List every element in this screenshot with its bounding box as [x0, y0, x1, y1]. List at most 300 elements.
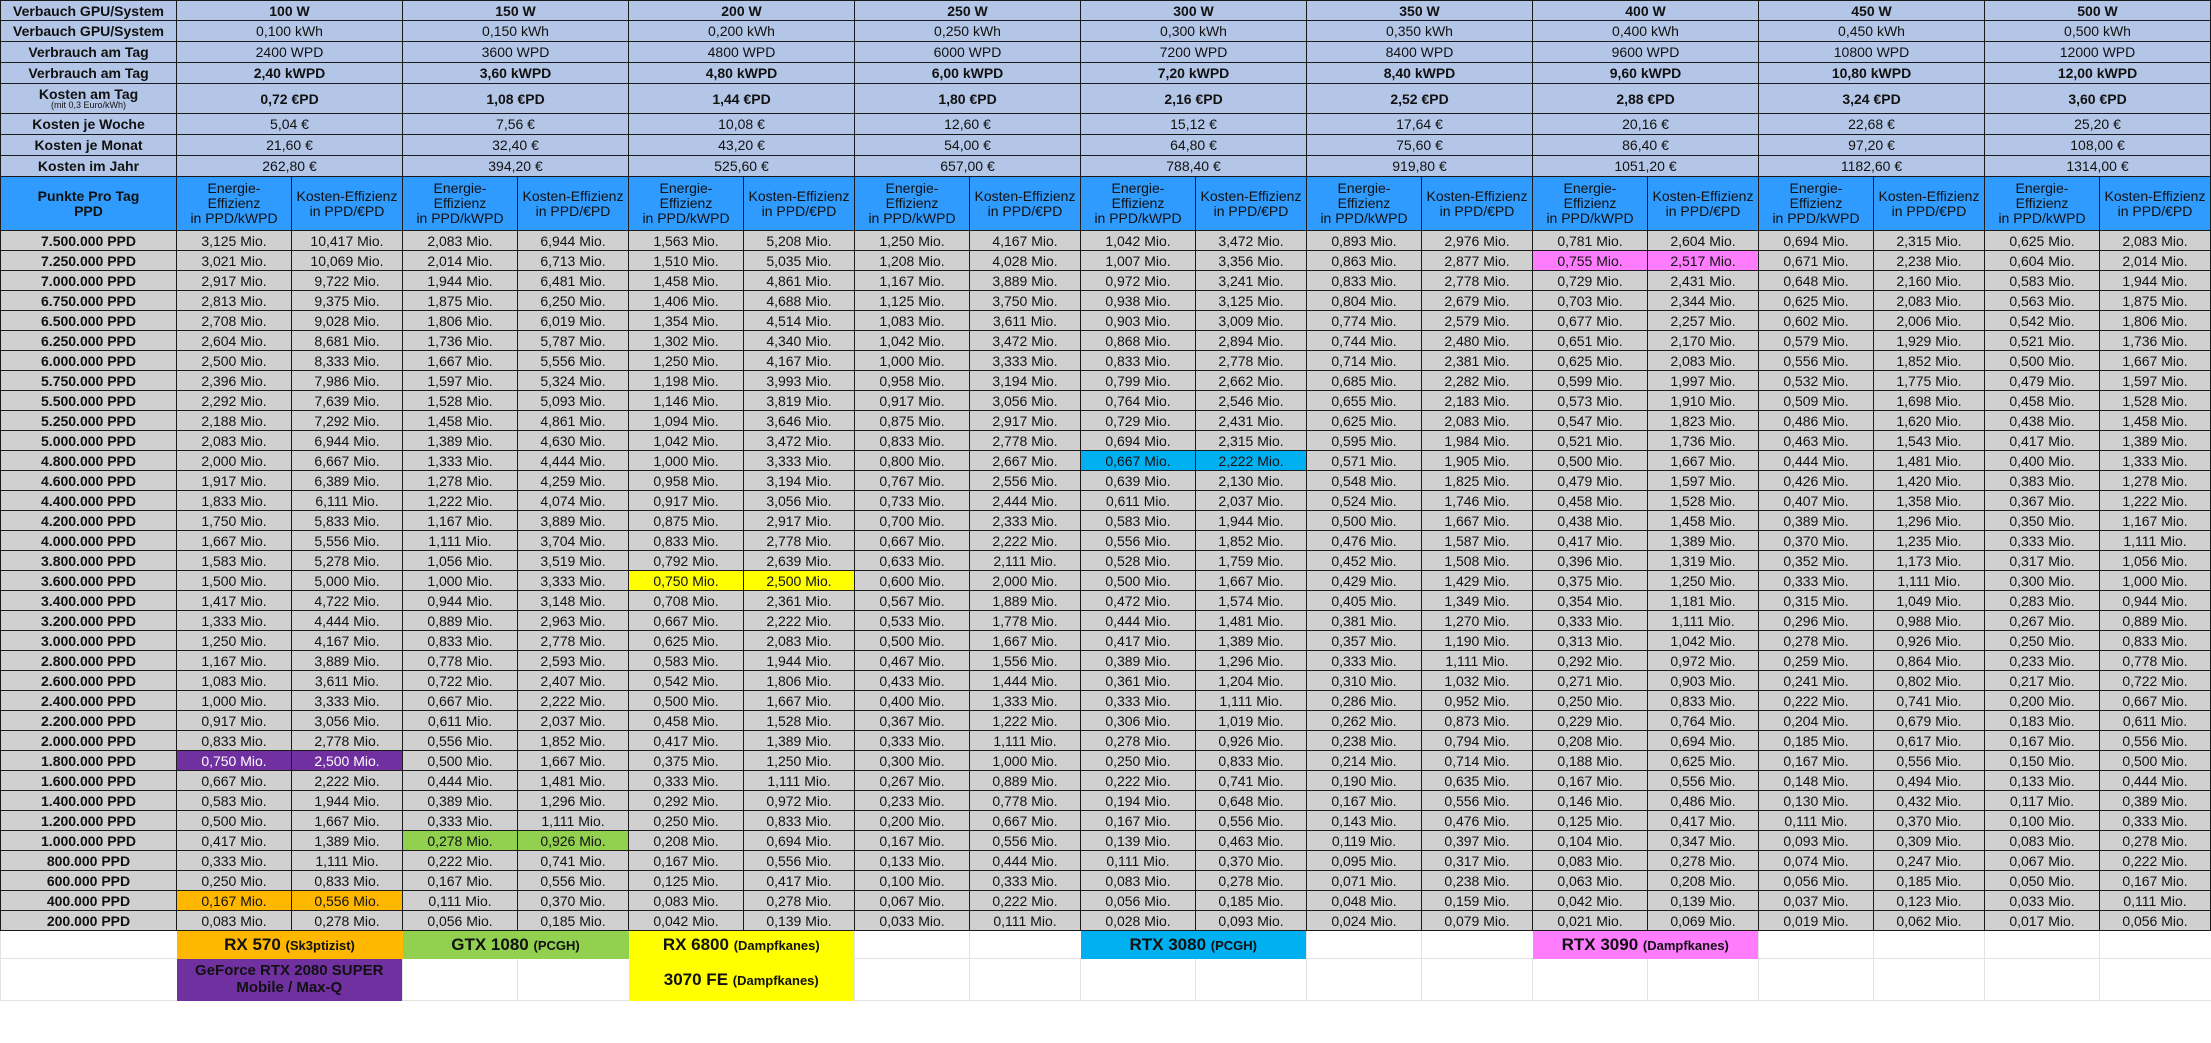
gpu-name: RX 570	[224, 935, 281, 955]
energy-efficiency-cell: 0,458 Mio.	[1533, 491, 1648, 511]
cost-efficiency-cell: 2,778 Mio.	[292, 731, 403, 751]
energy-efficiency-cell: 0,651 Mio.	[1533, 331, 1648, 351]
cost-efficiency-cell: 1,775 Mio.	[1874, 371, 1985, 391]
cost-efficiency-cell: 0,625 Mio.	[1648, 751, 1759, 771]
cost-efficiency-cell: 0,432 Mio.	[1874, 791, 1985, 811]
summary-cell: 20,16 €	[1533, 114, 1759, 135]
gpu-source: (Dampfkanes)	[733, 938, 820, 954]
energy-efficiency-cell: 1,042 Mio.	[1081, 231, 1196, 251]
energy-efficiency-cell: 0,604 Mio.	[1985, 251, 2100, 271]
cost-efficiency-cell: 2,315 Mio.	[1874, 231, 1985, 251]
gpu-source: (PCGH)	[1210, 938, 1257, 954]
energy-efficiency-cell: 0,067 Mio.	[855, 891, 970, 911]
cost-efficiency-cell: 0,741 Mio.	[1874, 691, 1985, 711]
energy-efficiency-cell: 0,667 Mio.	[1081, 451, 1196, 471]
energy-efficiency-cell: 0,583 Mio.	[1985, 271, 2100, 291]
cost-efficiency-cell: 2,006 Mio.	[1874, 311, 1985, 331]
cost-efficiency-cell: 0,056 Mio.	[2100, 911, 2211, 931]
cost-efficiency-cell: 0,139 Mio.	[744, 911, 855, 931]
cost-efficiency-cell: 2,556 Mio.	[970, 471, 1081, 491]
header-line: in PPD/kWPD	[642, 209, 730, 226]
energy-efficiency-cell: 0,139 Mio.	[1081, 831, 1196, 851]
cost-efficiency-cell: 4,630 Mio.	[518, 431, 629, 451]
summary-cell: 2,88 €PD	[1533, 84, 1759, 114]
energy-efficiency-header	[1759, 177, 1874, 231]
energy-efficiency-cell: 1,250 Mio.	[629, 351, 744, 371]
ppd-label: 4.400.000 PPD	[1, 491, 177, 511]
cost-efficiency-header	[1196, 177, 1307, 231]
header-line: Kosten-Effizienz	[1878, 187, 1980, 204]
empty-cell	[1759, 931, 1874, 959]
energy-efficiency-cell: 0,048 Mio.	[1307, 891, 1422, 911]
energy-efficiency-cell: 1,333 Mio.	[177, 611, 292, 631]
energy-efficiency-cell: 0,833 Mio.	[1307, 271, 1422, 291]
energy-efficiency-cell: 0,333 Mio.	[403, 811, 518, 831]
cost-efficiency-cell: 6,667 Mio.	[292, 451, 403, 471]
table-row	[1, 911, 2211, 931]
cost-efficiency-cell: 1,944 Mio.	[292, 791, 403, 811]
cost-efficiency-cell: 6,250 Mio.	[518, 291, 629, 311]
summary-cell: 10800 WPD	[1759, 42, 1985, 63]
energy-efficiency-cell: 0,500 Mio.	[1081, 571, 1196, 591]
energy-efficiency-cell: 0,167 Mio.	[629, 851, 744, 871]
energy-efficiency-cell: 2,083 Mio.	[403, 231, 518, 251]
cost-efficiency-cell: 3,056 Mio.	[292, 711, 403, 731]
energy-efficiency-cell: 3,125 Mio.	[177, 231, 292, 251]
energy-efficiency-cell: 0,972 Mio.	[1081, 271, 1196, 291]
cost-efficiency-cell: 1,181 Mio.	[1648, 591, 1759, 611]
energy-efficiency-cell: 0,532 Mio.	[1759, 371, 1874, 391]
energy-efficiency-cell: 0,278 Mio.	[1759, 631, 1874, 651]
header-line: Kosten-Effizienz	[296, 187, 398, 204]
cost-efficiency-header	[1874, 177, 1985, 231]
energy-efficiency-cell: 0,800 Mio.	[855, 451, 970, 471]
energy-efficiency-cell: 1,000 Mio.	[855, 351, 970, 371]
cost-efficiency-cell: 0,714 Mio.	[1422, 751, 1533, 771]
ppd-label: 5.750.000 PPD	[1, 371, 177, 391]
cost-efficiency-cell: 0,794 Mio.	[1422, 731, 1533, 751]
header-line: in PPD/kWPD	[190, 209, 278, 226]
energy-efficiency-cell: 0,104 Mio.	[1533, 831, 1648, 851]
cost-efficiency-cell: 1,481 Mio.	[1874, 451, 1985, 471]
table-row	[1, 891, 2211, 911]
cost-efficiency-cell: 2,037 Mio.	[518, 711, 629, 731]
energy-efficiency-cell: 0,300 Mio.	[1985, 571, 2100, 591]
cost-efficiency-cell: 1,944 Mio.	[1196, 511, 1307, 531]
cost-efficiency-cell: 0,139 Mio.	[1648, 891, 1759, 911]
legend-spacer	[1, 931, 177, 959]
ppd-label: 3.400.000 PPD	[1, 591, 177, 611]
header-line: Energie-	[433, 180, 487, 197]
cost-efficiency-cell: 0,278 Mio.	[744, 891, 855, 911]
energy-efficiency-cell: 0,938 Mio.	[1081, 291, 1196, 311]
energy-efficiency-cell: 0,133 Mio.	[855, 851, 970, 871]
empty-cell	[2100, 931, 2211, 959]
cost-efficiency-cell: 1,736 Mio.	[1648, 431, 1759, 451]
energy-efficiency-cell: 0,677 Mio.	[1533, 311, 1648, 331]
summary-cell: 262,80 €	[177, 156, 403, 177]
energy-efficiency-cell: 2,708 Mio.	[177, 311, 292, 331]
cost-efficiency-cell: 4,074 Mio.	[518, 491, 629, 511]
energy-efficiency-cell: 0,167 Mio.	[1759, 751, 1874, 771]
summary-cell: 6,00 kWPD	[855, 63, 1081, 84]
cost-efficiency-cell: 0,397 Mio.	[1422, 831, 1533, 851]
energy-efficiency-cell: 0,208 Mio.	[1533, 731, 1648, 751]
summary-cell: 8,40 kWPD	[1307, 63, 1533, 84]
cost-efficiency-cell: 2,238 Mio.	[1874, 251, 1985, 271]
ppd-label: 2.200.000 PPD	[1, 711, 177, 731]
energy-efficiency-cell: 0,083 Mio.	[629, 891, 744, 911]
cost-efficiency-cell: 2,579 Mio.	[1422, 311, 1533, 331]
cost-efficiency-cell: 1,944 Mio.	[2100, 271, 2211, 291]
cost-efficiency-cell: 1,167 Mio.	[2100, 511, 2211, 531]
header-line: Energie-	[659, 180, 713, 197]
cost-efficiency-cell: 1,190 Mio.	[1422, 631, 1533, 651]
ppd-label: 5.250.000 PPD	[1, 411, 177, 431]
energy-efficiency-cell: 1,125 Mio.	[855, 291, 970, 311]
ppd-label: 800.000 PPD	[1, 851, 177, 871]
cost-efficiency-cell: 0,167 Mio.	[2100, 871, 2211, 891]
table-row	[1, 731, 2211, 751]
cost-efficiency-cell: 0,778 Mio.	[2100, 651, 2211, 671]
energy-efficiency-cell: 0,500 Mio.	[177, 811, 292, 831]
cost-efficiency-cell: 5,833 Mio.	[292, 511, 403, 531]
cost-efficiency-cell: 1,852 Mio.	[1874, 351, 1985, 371]
energy-efficiency-cell: 0,361 Mio.	[1081, 671, 1196, 691]
energy-efficiency-header	[855, 177, 970, 231]
energy-efficiency-cell: 0,310 Mio.	[1307, 671, 1422, 691]
cost-efficiency-cell: 0,988 Mio.	[1874, 611, 1985, 631]
energy-efficiency-cell: 1,250 Mio.	[855, 231, 970, 251]
energy-efficiency-cell: 0,222 Mio.	[1759, 691, 1874, 711]
energy-efficiency-cell: 0,958 Mio.	[629, 471, 744, 491]
energy-efficiency-cell: 0,167 Mio.	[1533, 771, 1648, 791]
energy-efficiency-cell: 0,625 Mio.	[629, 631, 744, 651]
energy-efficiency-cell: 0,567 Mio.	[855, 591, 970, 611]
column-header-row	[1, 177, 2211, 231]
summary-cell: 9600 WPD	[1533, 42, 1759, 63]
header-line: Effizienz	[433, 195, 487, 212]
cost-efficiency-cell: 0,952 Mio.	[1422, 691, 1533, 711]
cost-efficiency-cell: 1,667 Mio.	[1196, 571, 1307, 591]
table-row	[1, 771, 2211, 791]
cost-efficiency-cell: 0,370 Mio.	[518, 891, 629, 911]
cost-efficiency-cell: 2,083 Mio.	[1648, 351, 1759, 371]
energy-efficiency-cell: 0,889 Mio.	[403, 611, 518, 631]
energy-efficiency-cell: 2,083 Mio.	[177, 431, 292, 451]
cost-efficiency-cell: 1,111 Mio.	[744, 771, 855, 791]
energy-efficiency-cell: 0,467 Mio.	[855, 651, 970, 671]
cost-efficiency-cell: 0,278 Mio.	[2100, 831, 2211, 851]
table-row	[1, 571, 2211, 591]
summary-cell: 0,100 kWh	[177, 21, 403, 42]
header-line: Effizienz	[1789, 195, 1843, 212]
energy-efficiency-cell: 0,750 Mio.	[177, 751, 292, 771]
cost-efficiency-cell: 5,324 Mio.	[518, 371, 629, 391]
ppd-label: 1.600.000 PPD	[1, 771, 177, 791]
energy-efficiency-cell: 0,417 Mio.	[629, 731, 744, 751]
cost-efficiency-cell: 1,296 Mio.	[518, 791, 629, 811]
header-line: Energie-	[1111, 180, 1165, 197]
table-row	[1, 751, 2211, 771]
cost-efficiency-cell: 2,222 Mio.	[744, 611, 855, 631]
energy-efficiency-cell: 0,917 Mio.	[855, 391, 970, 411]
gpu-legend-item	[177, 931, 403, 959]
cost-efficiency-cell: 1,111 Mio.	[1874, 571, 1985, 591]
cost-efficiency-cell: 0,833 Mio.	[1196, 751, 1307, 771]
table-row	[1, 851, 2211, 871]
energy-efficiency-cell: 3,021 Mio.	[177, 251, 292, 271]
energy-efficiency-cell: 0,093 Mio.	[1759, 831, 1874, 851]
energy-efficiency-cell: 1,458 Mio.	[403, 411, 518, 431]
summary-cell: 1,80 €PD	[855, 84, 1081, 114]
energy-efficiency-cell: 0,292 Mio.	[629, 791, 744, 811]
cost-efficiency-cell: 0,317 Mio.	[1422, 851, 1533, 871]
energy-efficiency-cell: 1,056 Mio.	[403, 551, 518, 571]
summary-cell: 86,40 €	[1533, 135, 1759, 156]
energy-efficiency-cell: 0,250 Mio.	[1985, 631, 2100, 651]
gpu-name: GTX 1080	[451, 935, 529, 955]
cost-efficiency-cell: 2,170 Mio.	[1648, 331, 1759, 351]
cost-efficiency-cell: 10,417 Mio.	[292, 231, 403, 251]
data-rows-block	[1, 231, 2211, 931]
header-line: in PPD/€PD	[987, 202, 1063, 219]
empty-cell	[2100, 959, 2211, 1001]
ppd-label: 7.250.000 PPD	[1, 251, 177, 271]
cost-efficiency-cell: 2,480 Mio.	[1422, 331, 1533, 351]
summary-cell: 657,00 €	[855, 156, 1081, 177]
summary-cell: 64,80 €	[1081, 135, 1307, 156]
ppd-label: 6.250.000 PPD	[1, 331, 177, 351]
energy-efficiency-cell: 0,019 Mio.	[1759, 911, 1874, 931]
table-row	[1, 351, 2211, 371]
energy-efficiency-header	[1307, 177, 1422, 231]
energy-efficiency-cell: 0,500 Mio.	[1985, 351, 2100, 371]
gpu-legend-item	[629, 959, 855, 1001]
cost-efficiency-cell: 0,093 Mio.	[1196, 911, 1307, 931]
cost-efficiency-cell: 1,528 Mio.	[2100, 391, 2211, 411]
energy-efficiency-cell: 2,188 Mio.	[177, 411, 292, 431]
energy-efficiency-header	[1533, 177, 1648, 231]
cost-efficiency-cell: 0,833 Mio.	[1648, 691, 1759, 711]
cost-efficiency-cell: 4,167 Mio.	[744, 351, 855, 371]
energy-efficiency-cell: 1,278 Mio.	[403, 471, 518, 491]
summary-row-label	[1, 84, 177, 114]
gpu-source: (Sk3ptizist)	[285, 938, 355, 954]
energy-efficiency-cell: 0,868 Mio.	[1081, 331, 1196, 351]
cost-efficiency-cell: 1,667 Mio.	[2100, 351, 2211, 371]
cost-efficiency-cell: 1,698 Mio.	[1874, 391, 1985, 411]
energy-efficiency-cell: 0,375 Mio.	[1533, 571, 1648, 591]
energy-efficiency-cell: 0,233 Mio.	[855, 791, 970, 811]
cost-efficiency-cell: 2,444 Mio.	[970, 491, 1081, 511]
energy-efficiency-cell: 0,381 Mio.	[1307, 611, 1422, 631]
table-row	[1, 331, 2211, 351]
energy-efficiency-cell: 0,167 Mio.	[1307, 791, 1422, 811]
cost-efficiency-cell: 2,500 Mio.	[744, 571, 855, 591]
header-line: Effizienz	[1563, 195, 1617, 212]
energy-efficiency-cell: 0,903 Mio.	[1081, 311, 1196, 331]
empty-cell	[1985, 931, 2100, 959]
ppd-label: 400.000 PPD	[1, 891, 177, 911]
cost-efficiency-cell: 3,819 Mio.	[744, 391, 855, 411]
header-line: Kosten-Effizienz	[1426, 187, 1528, 204]
energy-efficiency-cell: 0,556 Mio.	[1759, 351, 1874, 371]
energy-efficiency-cell: 0,208 Mio.	[629, 831, 744, 851]
energy-efficiency-cell: 0,917 Mio.	[177, 711, 292, 731]
cost-efficiency-cell: 5,787 Mio.	[518, 331, 629, 351]
energy-efficiency-cell: 0,315 Mio.	[1759, 591, 1874, 611]
cost-efficiency-cell: 2,222 Mio.	[1196, 451, 1307, 471]
cost-efficiency-cell: 1,910 Mio.	[1648, 391, 1759, 411]
summary-cell: 0,150 kWh	[403, 21, 629, 42]
energy-efficiency-cell: 0,667 Mio.	[629, 611, 744, 631]
energy-efficiency-cell: 0,229 Mio.	[1533, 711, 1648, 731]
cost-efficiency-cell: 0,079 Mio.	[1422, 911, 1533, 931]
cost-efficiency-cell: 0,185 Mio.	[1874, 871, 1985, 891]
summary-cell: 3600 WPD	[403, 42, 629, 63]
header-line: Effizienz	[207, 195, 261, 212]
cost-efficiency-cell: 1,222 Mio.	[2100, 491, 2211, 511]
cost-efficiency-cell: 2,604 Mio.	[1648, 231, 1759, 251]
table-row	[1, 471, 2211, 491]
cost-efficiency-cell: 2,431 Mio.	[1648, 271, 1759, 291]
energy-efficiency-cell: 1,667 Mio.	[403, 351, 518, 371]
cost-efficiency-cell: 3,519 Mio.	[518, 551, 629, 571]
cost-efficiency-cell: 1,481 Mio.	[1196, 611, 1307, 631]
energy-efficiency-cell: 1,083 Mio.	[177, 671, 292, 691]
summary-row-label: Kosten je Woche	[1, 114, 177, 135]
cost-efficiency-cell: 1,984 Mio.	[1422, 431, 1533, 451]
empty-cell	[1874, 931, 1985, 959]
energy-efficiency-cell: 0,167 Mio.	[403, 871, 518, 891]
table-row	[1, 591, 2211, 611]
cost-efficiency-cell: 0,694 Mio.	[744, 831, 855, 851]
summary-cell: 6000 WPD	[855, 42, 1081, 63]
ppd-label: 3.000.000 PPD	[1, 631, 177, 651]
cost-efficiency-cell: 2,778 Mio.	[744, 531, 855, 551]
cost-efficiency-cell: 2,222 Mio.	[518, 691, 629, 711]
cost-efficiency-cell: 1,458 Mio.	[2100, 411, 2211, 431]
energy-efficiency-cell: 1,333 Mio.	[403, 451, 518, 471]
energy-efficiency-cell: 0,130 Mio.	[1759, 791, 1874, 811]
cost-efficiency-cell: 0,463 Mio.	[1196, 831, 1307, 851]
summary-cell: 100 W	[177, 1, 403, 21]
summary-cell: 2,52 €PD	[1307, 84, 1533, 114]
cost-efficiency-cell: 3,333 Mio.	[744, 451, 855, 471]
cost-efficiency-cell: 4,688 Mio.	[744, 291, 855, 311]
energy-efficiency-header	[403, 177, 518, 231]
table-row	[1, 271, 2211, 291]
cost-efficiency-cell: 1,333 Mio.	[970, 691, 1081, 711]
table-row	[1, 451, 2211, 471]
energy-efficiency-cell: 0,583 Mio.	[629, 651, 744, 671]
cost-efficiency-header	[1648, 177, 1759, 231]
cost-efficiency-cell: 1,481 Mio.	[518, 771, 629, 791]
energy-efficiency-cell: 0,286 Mio.	[1307, 691, 1422, 711]
energy-efficiency-cell: 0,755 Mio.	[1533, 251, 1648, 271]
summary-cell: 300 W	[1081, 1, 1307, 21]
energy-efficiency-cell: 0,521 Mio.	[1985, 331, 2100, 351]
energy-efficiency-cell: 1,354 Mio.	[629, 311, 744, 331]
cost-efficiency-cell: 0,694 Mio.	[1648, 731, 1759, 751]
energy-efficiency-cell: 1,417 Mio.	[177, 591, 292, 611]
cost-efficiency-cell: 0,417 Mio.	[1648, 811, 1759, 831]
cost-efficiency-cell: 0,417 Mio.	[744, 871, 855, 891]
cost-efficiency-cell: 1,543 Mio.	[1874, 431, 1985, 451]
cost-efficiency-cell: 1,056 Mio.	[2100, 551, 2211, 571]
cost-efficiency-cell: 1,597 Mio.	[1648, 471, 1759, 491]
cost-efficiency-cell: 2,517 Mio.	[1648, 251, 1759, 271]
cost-efficiency-cell: 7,986 Mio.	[292, 371, 403, 391]
cost-efficiency-cell: 0,741 Mio.	[1196, 771, 1307, 791]
cost-efficiency-cell: 2,083 Mio.	[1422, 411, 1533, 431]
gpu-legend-item	[1533, 931, 1759, 959]
energy-efficiency-cell: 0,583 Mio.	[177, 791, 292, 811]
summary-cell: 22,68 €	[1759, 114, 1985, 135]
gpu-legend-item	[177, 959, 403, 1001]
energy-efficiency-cell: 0,417 Mio.	[1081, 631, 1196, 651]
gpu-legend-block	[1, 931, 2211, 1001]
cost-efficiency-cell: 0,370 Mio.	[1874, 811, 1985, 831]
cost-efficiency-cell: 3,889 Mio.	[518, 511, 629, 531]
energy-efficiency-cell: 1,111 Mio.	[403, 531, 518, 551]
header-line: in PPD/€PD	[1439, 202, 1515, 219]
empty-cell	[518, 959, 629, 1001]
cost-efficiency-cell: 1,889 Mio.	[970, 591, 1081, 611]
cost-efficiency-header	[970, 177, 1081, 231]
energy-efficiency-cell: 0,583 Mio.	[1081, 511, 1196, 531]
cost-efficiency-cell: 3,333 Mio.	[292, 691, 403, 711]
summary-row-sublabel: (mit 0,3 Euro/kWh)	[50, 100, 126, 110]
energy-efficiency-cell: 0,389 Mio.	[403, 791, 518, 811]
energy-efficiency-cell: 1,389 Mio.	[403, 431, 518, 451]
summary-cell: 8400 WPD	[1307, 42, 1533, 63]
energy-efficiency-cell: 0,648 Mio.	[1759, 271, 1874, 291]
cost-efficiency-cell: 1,429 Mio.	[1422, 571, 1533, 591]
energy-efficiency-cell: 0,573 Mio.	[1533, 391, 1648, 411]
energy-efficiency-cell: 0,071 Mio.	[1307, 871, 1422, 891]
gpu-legend-item	[1081, 931, 1307, 959]
energy-efficiency-cell: 1,806 Mio.	[403, 311, 518, 331]
table-row	[1, 711, 2211, 731]
ppd-label: 4.600.000 PPD	[1, 471, 177, 491]
cost-efficiency-cell: 1,875 Mio.	[2100, 291, 2211, 311]
cost-efficiency-cell: 3,889 Mio.	[292, 651, 403, 671]
energy-efficiency-cell: 0,074 Mio.	[1759, 851, 1874, 871]
energy-efficiency-cell: 0,024 Mio.	[1307, 911, 1422, 931]
empty-cell	[1985, 959, 2100, 1001]
cost-efficiency-cell: 0,247 Mio.	[1874, 851, 1985, 871]
energy-efficiency-cell: 0,767 Mio.	[855, 471, 970, 491]
energy-efficiency-cell: 1,146 Mio.	[629, 391, 744, 411]
energy-efficiency-cell: 1,917 Mio.	[177, 471, 292, 491]
energy-efficiency-cell: 0,671 Mio.	[1759, 251, 1874, 271]
cost-efficiency-cell: 0,556 Mio.	[2100, 731, 2211, 751]
energy-efficiency-cell: 1,083 Mio.	[855, 311, 970, 331]
cost-efficiency-cell: 0,476 Mio.	[1422, 811, 1533, 831]
empty-cell	[970, 931, 1081, 959]
cost-efficiency-cell: 3,472 Mio.	[744, 431, 855, 451]
summary-cell: 0,350 kWh	[1307, 21, 1533, 42]
energy-efficiency-cell: 0,458 Mio.	[1985, 391, 2100, 411]
energy-efficiency-cell: 1,208 Mio.	[855, 251, 970, 271]
cost-efficiency-header	[2100, 177, 2211, 231]
header-line: Kosten-Effizienz	[522, 187, 624, 204]
table-row	[1, 371, 2211, 391]
energy-efficiency-cell: 0,133 Mio.	[1985, 771, 2100, 791]
ppd-label: 7.000.000 PPD	[1, 271, 177, 291]
